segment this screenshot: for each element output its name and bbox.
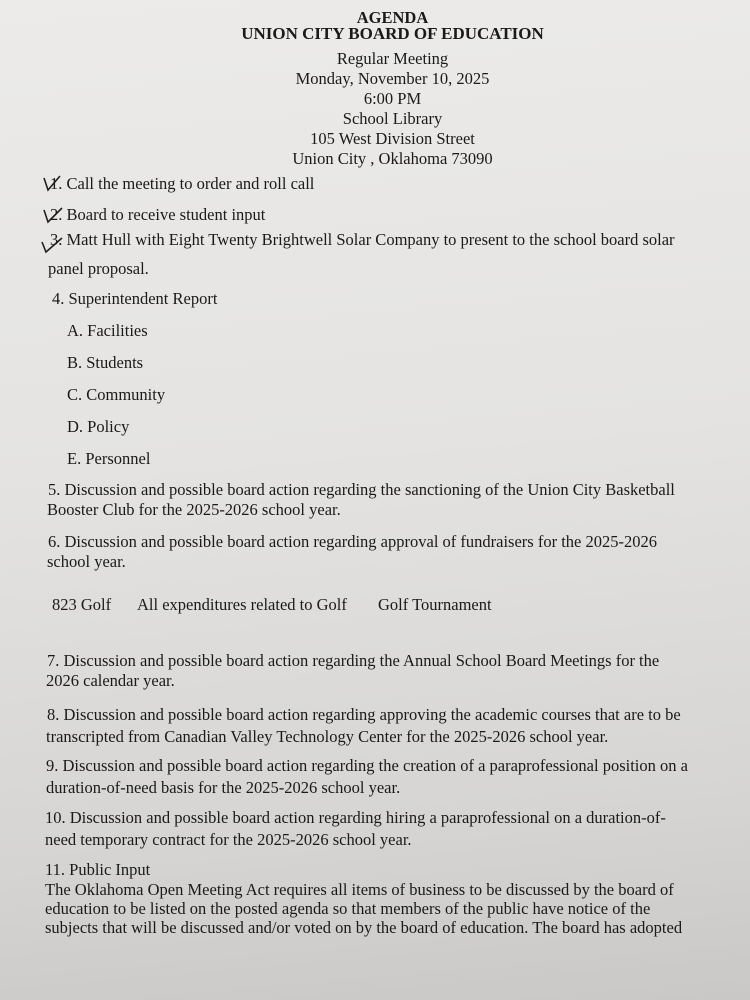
agenda-item-2: 2. Board to receive student input <box>50 205 266 224</box>
agenda-item-5-cont: Booster Club for the 2025-2026 school year. <box>47 500 341 519</box>
public-input-text: The Oklahoma Open Meeting Act requires all items of business to be discussed by the board of <box>45 880 674 899</box>
sub-item: A. Facilities <box>67 321 148 340</box>
sub-item: E. Personnel <box>67 449 151 468</box>
agenda-item-1: 1. Call the meeting to order and roll call <box>50 174 315 193</box>
sub-item: B. Students <box>67 353 144 372</box>
agenda-item-3: 3. Matt Hull with Eight Twenty Brightwell Solar Company to present to the school board solar <box>50 230 675 249</box>
meeting-city: Union City , Oklahoma 73090 <box>292 149 493 168</box>
fundraiser-description: All expenditures related to Golf <box>137 595 347 614</box>
sub-item: D. Policy <box>67 417 130 436</box>
agenda-item-10-cont: need temporary contract for the 2025-2026 school year. <box>45 830 412 849</box>
agenda-item-8: 8. Discussion and possible board action regarding approving the academic courses that are to be <box>47 705 681 724</box>
sub-item: C. Community <box>67 385 166 404</box>
agenda-item-3-cont: panel proposal. <box>48 259 149 278</box>
public-input-text: education to be listed on the posted agenda so that members of the public have notice of the <box>45 899 651 918</box>
agenda-item-4: 4. Superintendent Report <box>52 289 218 308</box>
agenda-item-7-cont: 2026 calendar year. <box>46 671 175 690</box>
meeting-location: School Library <box>342 109 443 128</box>
agenda-title: AGENDA <box>356 8 429 27</box>
organization-name: UNION CITY BOARD OF EDUCATION <box>241 24 544 43</box>
agenda-item-9: 9. Discussion and possible board action regarding the creation of a paraprofessional position on a <box>46 756 688 775</box>
agenda-item-11: 11. Public Input <box>45 860 151 879</box>
agenda-item-6-cont: school year. <box>47 552 126 571</box>
agenda-item-8-cont: transcripted from Canadian Valley Technology Center for the 2025-2026 school year. <box>46 727 609 746</box>
public-input-text: subjects that will be discussed and/or voted on by the board of education. The board has adopted <box>45 918 683 937</box>
agenda-item-10: 10. Discussion and possible board action regarding hiring a paraprofessional on a duration-of- <box>45 808 666 827</box>
meeting-time: 6:00 PM <box>363 89 422 108</box>
agenda-item-5: 5. Discussion and possible board action regarding the sanctioning of the Union City Basketball <box>48 480 675 499</box>
fundraiser-event: Golf Tournament <box>378 595 492 614</box>
fundraiser-code: 823 Golf <box>52 595 112 614</box>
agenda-item-7: 7. Discussion and possible board action regarding the Annual School Board Meetings for the <box>47 651 660 670</box>
agenda-item-9-cont: duration-of-need basis for the 2025-2026 school year. <box>46 778 401 797</box>
agenda-item-6: 6. Discussion and possible board action regarding approval of fundraisers for the 2025-2026 <box>48 532 657 551</box>
meeting-date: Monday, November 10, 2025 <box>295 69 490 88</box>
meeting-street: 105 West Division Street <box>310 129 475 148</box>
meeting-type: Regular Meeting <box>336 49 449 68</box>
